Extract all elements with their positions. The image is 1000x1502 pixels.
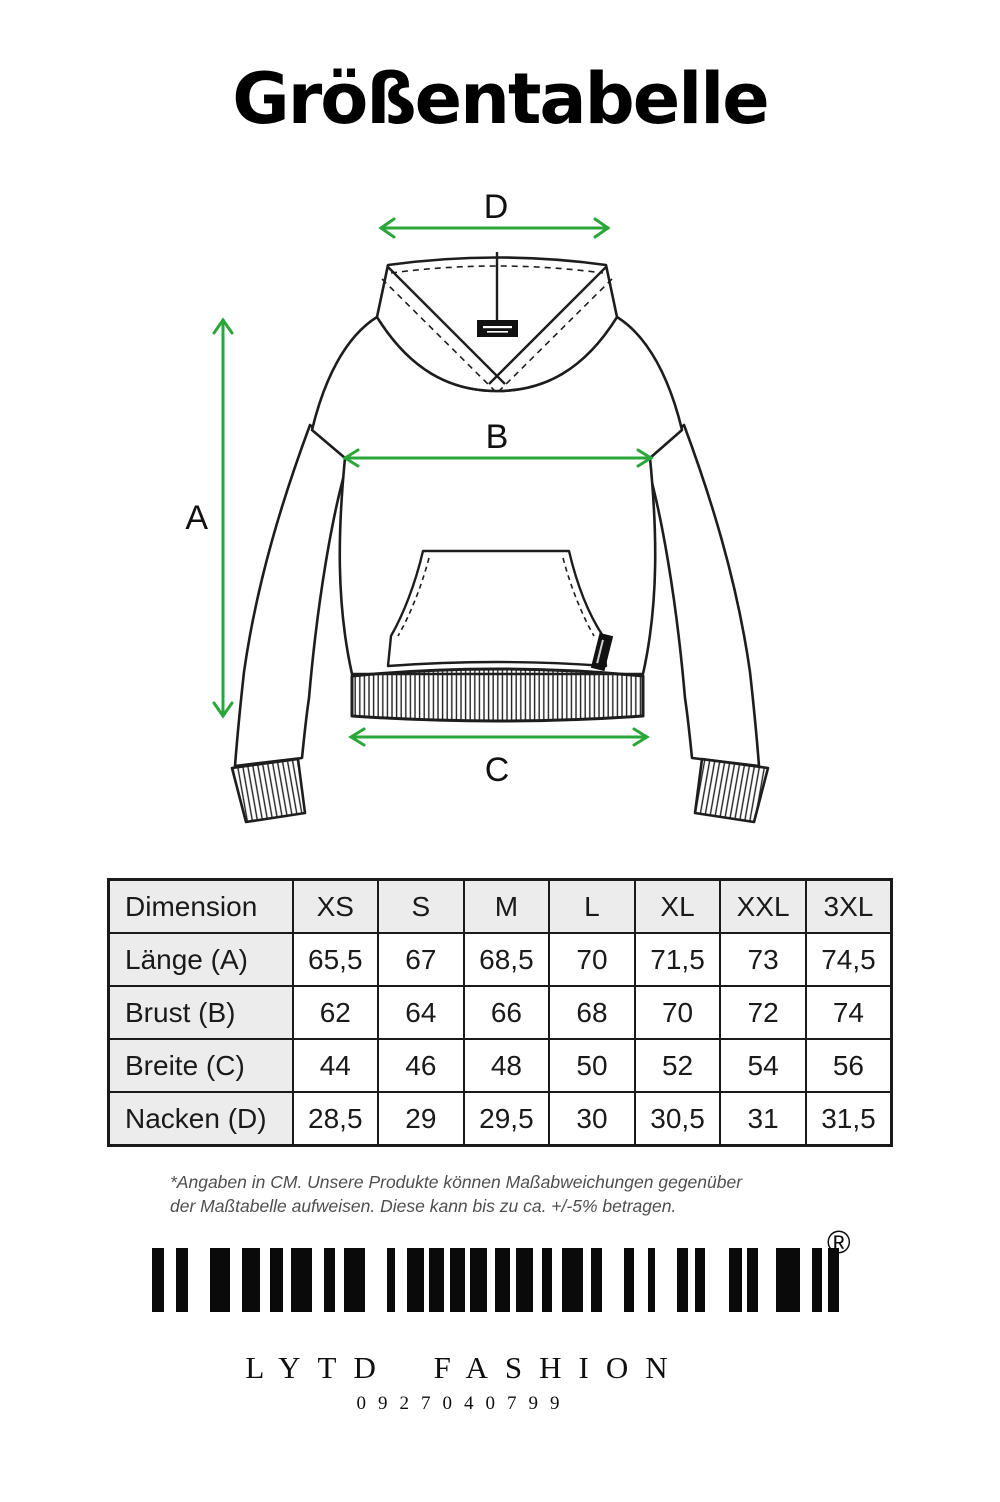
row-label: Nacken (D) — [109, 1092, 293, 1146]
column-header-size: 3XL — [806, 880, 892, 934]
size-value-cell: 68,5 — [464, 933, 550, 986]
size-value-cell: 30 — [549, 1092, 635, 1146]
size-table-header-row — [109, 880, 892, 934]
barcode-bar — [176, 1248, 188, 1312]
registered-trademark-symbol: ® — [827, 1224, 851, 1260]
barcode-bar — [407, 1248, 424, 1312]
row-label: Länge (A) — [109, 933, 293, 986]
barcode-bar — [747, 1248, 758, 1312]
barcode-bar — [542, 1248, 552, 1312]
size-value-cell: 31 — [720, 1092, 806, 1146]
page-title: Größentabelle — [232, 58, 768, 140]
barcode-bar — [270, 1248, 283, 1312]
disclaimer-note — [170, 1170, 850, 1218]
table-row — [109, 933, 892, 986]
size-value-cell: 52 — [635, 1039, 721, 1092]
table-row — [109, 986, 892, 1039]
barcode-bar — [677, 1248, 688, 1312]
size-value-cell: 62 — [293, 986, 379, 1039]
size-value-cell: 74,5 — [806, 933, 892, 986]
barcode-bar — [152, 1248, 164, 1312]
size-value-cell: 73 — [720, 933, 806, 986]
size-value-cell: 70 — [549, 933, 635, 986]
dimension-label-c: C — [484, 751, 510, 789]
size-table — [107, 878, 893, 1147]
cuff-right — [695, 759, 768, 822]
size-value-cell: 71,5 — [635, 933, 721, 986]
size-value-cell: 72 — [720, 986, 806, 1039]
table-row — [109, 1039, 892, 1092]
dimension-label-b: B — [485, 418, 509, 456]
barcode-bar — [429, 1248, 444, 1312]
brand-number: 0927040799 — [356, 1393, 572, 1414]
size-value-cell: 46 — [378, 1039, 464, 1092]
dimension-label-a: A — [185, 499, 208, 537]
size-table-body — [109, 933, 892, 1146]
barcode-bar — [242, 1248, 260, 1312]
barcode-bar — [387, 1248, 395, 1312]
column-header-size: XL — [635, 880, 721, 934]
size-value-cell: 29 — [378, 1092, 464, 1146]
barcode-bar — [324, 1248, 335, 1312]
column-header-size: M — [464, 880, 550, 934]
size-value-cell: 48 — [464, 1039, 550, 1092]
barcode-bar — [648, 1248, 655, 1312]
disclaimer-line-2: der Maßtabelle aufweisen. Diese kann bis zu ca. +/-5% betragen. — [170, 1196, 677, 1216]
column-header-size: XS — [293, 880, 379, 934]
barcode-bar — [516, 1248, 533, 1312]
barcode — [152, 1248, 839, 1312]
barcode-bar — [495, 1248, 510, 1312]
column-header-dimension: Dimension — [109, 880, 293, 934]
barcode-bar — [450, 1248, 465, 1312]
column-header-size: XXL — [720, 880, 806, 934]
size-value-cell: 67 — [378, 933, 464, 986]
size-value-cell: 64 — [378, 986, 464, 1039]
size-value-cell: 28,5 — [293, 1092, 379, 1146]
dimension-arrow-a — [214, 320, 232, 716]
barcode-bar — [210, 1248, 230, 1312]
size-value-cell: 44 — [293, 1039, 379, 1092]
size-value-cell: 29,5 — [464, 1092, 550, 1146]
size-value-cell: 50 — [549, 1039, 635, 1092]
cuff-left — [232, 759, 305, 822]
barcode-bar — [291, 1248, 312, 1312]
barcode-bar — [812, 1248, 822, 1312]
neck-label — [477, 320, 518, 337]
size-value-cell: 66 — [464, 986, 550, 1039]
kangaroo-pocket — [388, 551, 606, 666]
size-value-cell: 70 — [635, 986, 721, 1039]
barcode-bar — [470, 1248, 487, 1312]
size-value-cell: 54 — [720, 1039, 806, 1092]
row-label: Breite (C) — [109, 1039, 293, 1092]
barcode-bar — [562, 1248, 583, 1312]
size-value-cell: 65,5 — [293, 933, 379, 986]
dimension-label-d: D — [483, 188, 509, 226]
size-value-cell: 68 — [549, 986, 635, 1039]
size-value-cell: 74 — [806, 986, 892, 1039]
column-header-size: S — [378, 880, 464, 934]
barcode-bar — [776, 1248, 800, 1312]
row-label: Brust (B) — [109, 986, 293, 1039]
barcode-bar — [344, 1248, 365, 1312]
dimension-arrow-c — [351, 729, 647, 745]
brand-name: LYTD FASHION — [245, 1350, 685, 1385]
column-header-size: L — [549, 880, 635, 934]
table-row — [109, 1092, 892, 1146]
barcode-bar — [729, 1248, 742, 1312]
size-value-cell: 31,5 — [806, 1092, 892, 1146]
barcode-bar — [591, 1248, 602, 1312]
waistband-rib — [352, 669, 643, 721]
disclaimer-line-1: *Angaben in CM. Unsere Produkte können Maßabweichungen gegenüber — [170, 1172, 743, 1192]
barcode-bar — [624, 1248, 634, 1312]
barcode-bar — [695, 1248, 705, 1312]
size-value-cell: 30,5 — [635, 1092, 721, 1146]
size-value-cell: 56 — [806, 1039, 892, 1092]
